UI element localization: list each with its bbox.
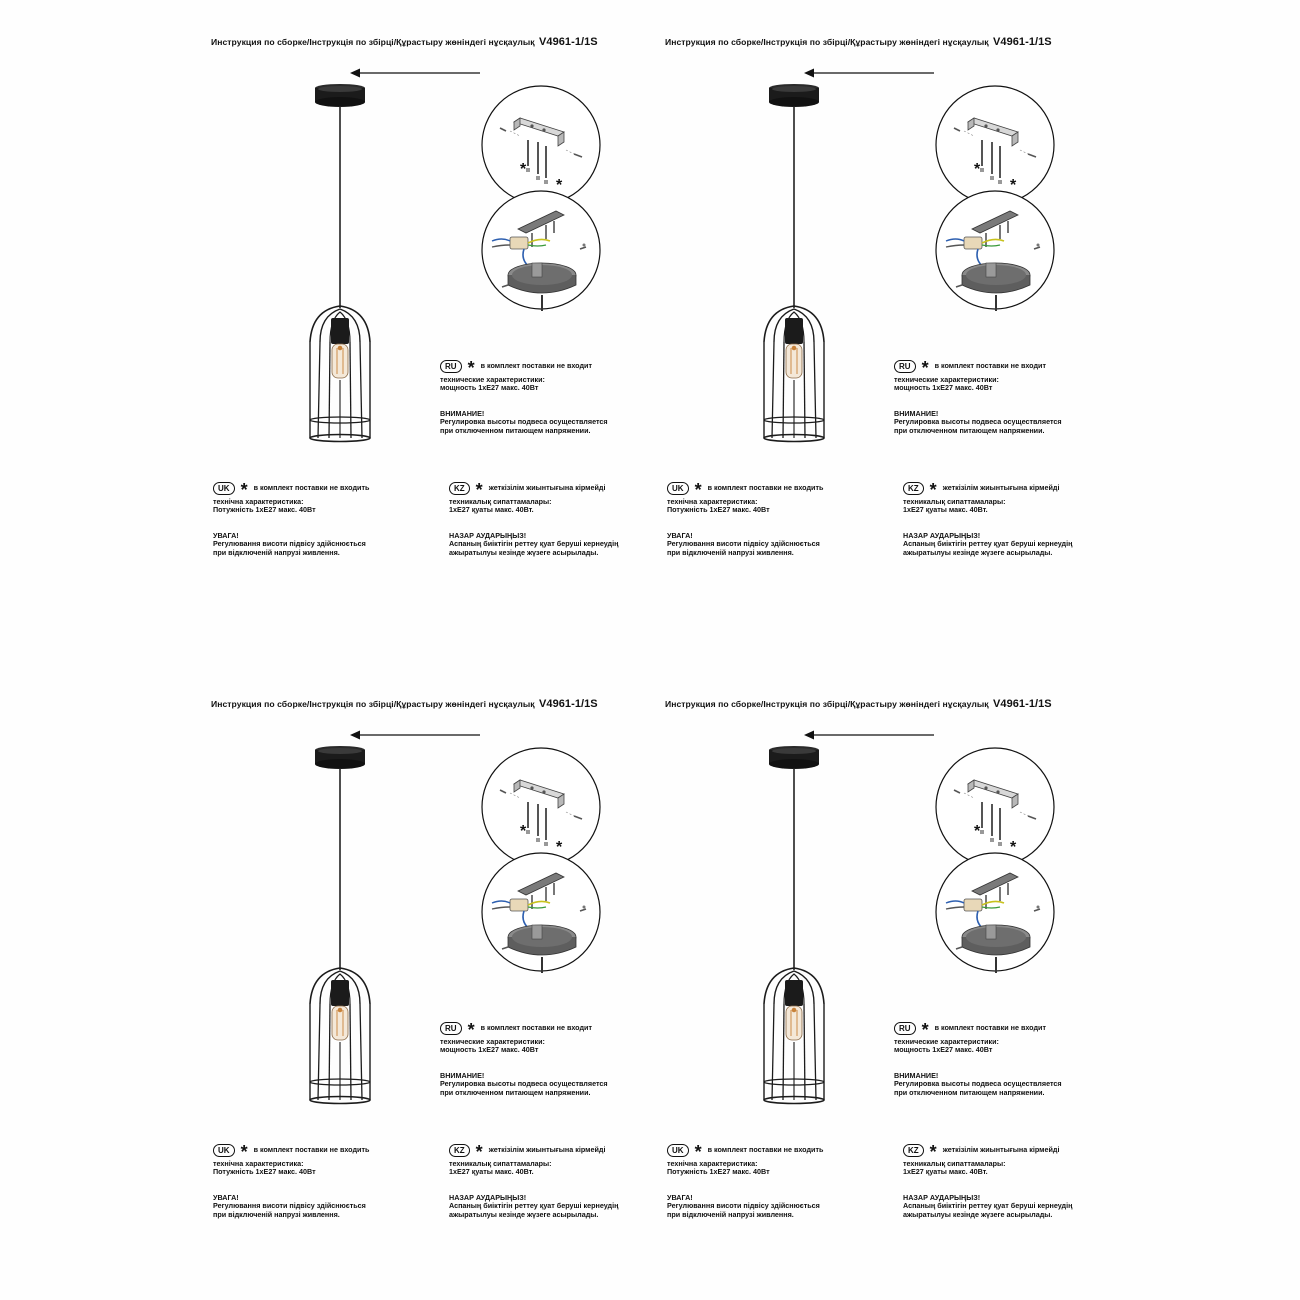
kz-spec-title: техникалық сипаттамалары: <box>903 1159 1006 1168</box>
kz-warn-title: НАЗАР АУДАРЫҢЫЗ! <box>449 530 527 540</box>
ru-spec-title: технические характеристики: <box>440 375 545 384</box>
uk-warn-title: УВАГА! <box>213 1192 239 1202</box>
asterisk-icon: * <box>921 1020 929 1040</box>
ru-badge: RU <box>894 1022 916 1035</box>
ru-warn-line2: при отключенном питающем напряжении. <box>894 1087 1045 1097</box>
asterisk-icon: * <box>467 358 475 378</box>
ru-warn-title: ВНИМАНИЕ! <box>894 1070 939 1080</box>
arrow-icon <box>350 66 480 80</box>
ru-spec-title: технические характеристики: <box>894 375 999 384</box>
lamp-illustration <box>290 742 390 1122</box>
model-number: V4961-1/1S <box>539 36 598 48</box>
asterisk-icon: * <box>694 1142 702 1162</box>
title-text: Инструкция по сборке/Інструкція по збірці/Құрастыру жөніндегі нұсқаулық <box>211 37 535 47</box>
kz-spec-title: техникалық сипаттамалары: <box>903 497 1006 506</box>
kz-badge: KZ <box>903 482 924 495</box>
kz-note: жеткізілім жиынтығына кірмейді <box>942 482 1060 492</box>
uk-warn-line1: Регулювання висоти підвісу здійснюється <box>667 1201 820 1211</box>
ru-warn-line2: при отключенном питающем напряжении. <box>440 425 591 435</box>
kz-note: жеткізілім жиынтығына кірмейді <box>942 1144 1060 1154</box>
bracket-illustration <box>480 84 602 206</box>
instruction-panel <box>654 690 1114 1290</box>
uk-badge: UK <box>667 482 689 495</box>
uk-warn-title: УВАГА! <box>213 530 239 540</box>
kz-badge: KZ <box>449 482 470 495</box>
wiring-illustration <box>934 851 1056 973</box>
wiring-illustration <box>480 189 602 311</box>
model-number: V4961-1/1S <box>539 698 598 710</box>
ru-warn-line2: при отключенном питающем напряжении. <box>894 425 1045 435</box>
ru-note: в комплект поставки не входит <box>480 360 592 370</box>
ru-warn-line1: Регулировка высоты подвеса осуществляется <box>894 417 1062 427</box>
kz-spec: 1хЕ27 қуаты макс. 40Вт. <box>903 1167 988 1177</box>
ru-warn-title: ВНИМАНИЕ! <box>440 1070 485 1080</box>
uk-spec: Потужність 1хЕ27 макс. 40Вт <box>667 1167 770 1177</box>
asterisk-icon: * <box>694 480 702 500</box>
arrow-icon <box>804 66 934 80</box>
asterisk-icon: * <box>240 1142 248 1162</box>
svg-text:*: * <box>556 177 563 194</box>
uk-spec-title: технічна характеристика: <box>213 1159 304 1168</box>
uk-spec-title: технічна характеристика: <box>667 497 758 506</box>
uk-warn-line1: Регулювання висоти підвісу здійснюється <box>213 1201 366 1211</box>
asterisk-icon: * <box>929 480 937 500</box>
svg-text:*: * <box>1010 177 1017 194</box>
kz-warn-line1: Аспаның биіктігін реттеу қуат беруші кернеудің <box>449 539 619 549</box>
kz-spec: 1хЕ27 қуаты макс. 40Вт. <box>449 505 534 515</box>
ru-warn-line1: Регулировка высоты подвеса осуществляется <box>894 1079 1062 1089</box>
svg-text:*: * <box>520 161 527 178</box>
kz-spec-title: техникалық сипаттамалары: <box>449 497 552 506</box>
ru-spec-title: технические характеристики: <box>440 1037 545 1046</box>
title-text: Инструкция по сборке/Інструкція по збірці/Құрастыру жөніндегі нұсқаулық <box>665 699 989 709</box>
bracket-illustration <box>480 746 602 868</box>
kz-section <box>903 1142 1072 1219</box>
kz-warn-line2: ажыратылуы кезінде жүзеге асырылады. <box>449 547 599 557</box>
uk-warn-line2: при відключеній напрузі живлення. <box>667 547 794 557</box>
kz-note: жеткізілім жиынтығына кірмейді <box>488 482 606 492</box>
uk-section <box>213 480 369 557</box>
asterisk-icon: * <box>467 1020 475 1040</box>
wiring-illustration <box>934 189 1056 311</box>
panel-title <box>211 698 598 710</box>
ru-badge: RU <box>440 1022 462 1035</box>
kz-spec: 1хЕ27 қуаты макс. 40Вт. <box>903 505 988 515</box>
lamp-illustration <box>744 80 844 460</box>
uk-warn-line2: при відключеній напрузі живлення. <box>667 1209 794 1219</box>
ru-badge: RU <box>440 360 462 373</box>
uk-badge: UK <box>213 482 235 495</box>
kz-spec-title: техникалық сипаттамалары: <box>449 1159 552 1168</box>
kz-badge: KZ <box>449 1144 470 1157</box>
ru-spec: мощность 1хЕ27 макс. 40Вт <box>440 1045 539 1055</box>
asterisk-icon: * <box>240 480 248 500</box>
ru-note: в комплект поставки не входит <box>934 360 1046 370</box>
uk-note: в комплект поставки не входить <box>253 1144 370 1154</box>
ru-note: в комплект поставки не входит <box>934 1022 1046 1032</box>
ru-section <box>440 358 608 435</box>
panel-title <box>211 36 598 48</box>
uk-spec-title: технічна характеристика: <box>667 1159 758 1168</box>
uk-warn-title: УВАГА! <box>667 1192 693 1202</box>
svg-text:*: * <box>974 161 981 178</box>
uk-section <box>667 1142 823 1219</box>
title-text: Инструкция по сборке/Інструкція по збірці/Құрастыру жөніндегі нұсқаулық <box>665 37 989 47</box>
panel-title <box>665 36 1052 48</box>
bracket-illustration <box>934 746 1056 868</box>
uk-note: в комплект поставки не входить <box>253 482 370 492</box>
lamp-illustration <box>290 80 390 460</box>
kz-section <box>903 480 1072 557</box>
uk-note: в комплект поставки не входить <box>707 1144 824 1154</box>
svg-text:*: * <box>556 839 563 856</box>
kz-warn-title: НАЗАР АУДАРЫҢЫЗ! <box>903 530 981 540</box>
title-text: Инструкция по сборке/Інструкція по збірці/Құрастыру жөніндегі нұсқаулық <box>211 699 535 709</box>
panel-title <box>665 698 1052 710</box>
ru-note: в комплект поставки не входит <box>480 1022 592 1032</box>
kz-warn-title: НАЗАР АУДАРЫҢЫЗ! <box>449 1192 527 1202</box>
model-number: V4961-1/1S <box>993 36 1052 48</box>
uk-spec: Потужність 1хЕ27 макс. 40Вт <box>213 1167 316 1177</box>
kz-spec: 1хЕ27 қуаты макс. 40Вт. <box>449 1167 534 1177</box>
kz-warn-line1: Аспаның биіктігін реттеу қуат беруші кернеудің <box>449 1201 619 1211</box>
uk-badge: UK <box>213 1144 235 1157</box>
asterisk-icon: * <box>475 480 483 500</box>
svg-text:*: * <box>520 823 527 840</box>
instruction-panel <box>200 690 660 1290</box>
kz-badge: KZ <box>903 1144 924 1157</box>
instruction-panel <box>654 28 1114 628</box>
wiring-illustration <box>480 851 602 973</box>
ru-section <box>894 358 1062 435</box>
lamp-illustration <box>744 742 844 1122</box>
svg-text:*: * <box>1010 839 1017 856</box>
uk-warn-line1: Регулювання висоти підвісу здійснюється <box>667 539 820 549</box>
ru-section <box>440 1020 608 1097</box>
ru-warn-line1: Регулировка высоты подвеса осуществляется <box>440 1079 608 1089</box>
kz-section <box>449 1142 618 1219</box>
asterisk-icon: * <box>921 358 929 378</box>
uk-warn-line1: Регулювання висоти підвісу здійснюється <box>213 539 366 549</box>
uk-warn-line2: при відключеній напрузі живлення. <box>213 547 340 557</box>
kz-warn-title: НАЗАР АУДАРЫҢЫЗ! <box>903 1192 981 1202</box>
kz-note: жеткізілім жиынтығына кірмейді <box>488 1144 606 1154</box>
svg-text:*: * <box>974 823 981 840</box>
bracket-illustration <box>934 84 1056 206</box>
ru-warn-line2: при отключенном питающем напряжении. <box>440 1087 591 1097</box>
uk-warn-title: УВАГА! <box>667 530 693 540</box>
ru-warn-line1: Регулировка высоты подвеса осуществляется <box>440 417 608 427</box>
uk-badge: UK <box>667 1144 689 1157</box>
kz-warn-line1: Аспаның биіктігін реттеу қуат беруші кернеудің <box>903 539 1073 549</box>
arrow-icon <box>804 728 934 742</box>
uk-section <box>667 480 823 557</box>
ru-spec-title: технические характеристики: <box>894 1037 999 1046</box>
model-number: V4961-1/1S <box>993 698 1052 710</box>
asterisk-icon: * <box>929 1142 937 1162</box>
kz-warn-line2: ажыратылуы кезінде жүзеге асырылады. <box>903 547 1053 557</box>
ru-warn-title: ВНИМАНИЕ! <box>440 408 485 418</box>
arrow-icon <box>350 728 480 742</box>
kz-warn-line1: Аспаның биіктігін реттеу қуат беруші кернеудің <box>903 1201 1073 1211</box>
uk-note: в комплект поставки не входить <box>707 482 824 492</box>
uk-spec-title: технічна характеристика: <box>213 497 304 506</box>
ru-spec: мощность 1хЕ27 макс. 40Вт <box>440 383 539 393</box>
kz-section <box>449 480 618 557</box>
ru-spec: мощность 1хЕ27 макс. 40Вт <box>894 1045 993 1055</box>
uk-spec: Потужність 1хЕ27 макс. 40Вт <box>213 505 316 515</box>
instruction-panel <box>200 28 660 628</box>
kz-warn-line2: ажыратылуы кезінде жүзеге асырылады. <box>449 1209 599 1219</box>
uk-section <box>213 1142 369 1219</box>
ru-badge: RU <box>894 360 916 373</box>
ru-spec: мощность 1хЕ27 макс. 40Вт <box>894 383 993 393</box>
asterisk-icon: * <box>475 1142 483 1162</box>
ru-section <box>894 1020 1062 1097</box>
ru-warn-title: ВНИМАНИЕ! <box>894 408 939 418</box>
uk-spec: Потужність 1хЕ27 макс. 40Вт <box>667 505 770 515</box>
kz-warn-line2: ажыратылуы кезінде жүзеге асырылады. <box>903 1209 1053 1219</box>
uk-warn-line2: при відключеній напрузі живлення. <box>213 1209 340 1219</box>
